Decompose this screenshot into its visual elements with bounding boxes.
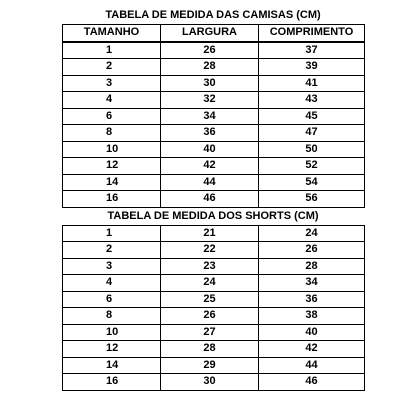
shirts-table-title: TABELA DE MEDIDA DAS CAMISAS (CM) bbox=[105, 9, 321, 21]
size-cell: 10 bbox=[63, 141, 161, 158]
size-cell: 4 bbox=[63, 92, 161, 109]
size-cell: 6 bbox=[63, 108, 161, 125]
length-cell: 37 bbox=[259, 42, 365, 59]
size-cell: 8 bbox=[63, 125, 161, 142]
width-cell: 25 bbox=[161, 291, 259, 308]
size-cell: 12 bbox=[63, 341, 161, 358]
width-cell: 29 bbox=[161, 357, 259, 374]
header-width: LARGURA bbox=[161, 25, 259, 42]
length-cell: 38 bbox=[259, 308, 365, 325]
table-row bbox=[63, 158, 365, 175]
table-row bbox=[63, 191, 365, 208]
width-cell: 22 bbox=[161, 242, 259, 259]
shirts-size-table bbox=[62, 24, 365, 208]
length-cell: 52 bbox=[259, 158, 365, 175]
size-cell: 2 bbox=[63, 59, 161, 76]
table-row bbox=[63, 141, 365, 158]
width-cell: 26 bbox=[161, 42, 259, 59]
length-cell: 36 bbox=[259, 291, 365, 308]
size-cell: 10 bbox=[63, 324, 161, 341]
table-row bbox=[63, 59, 365, 76]
width-cell: 27 bbox=[161, 324, 259, 341]
header-length: COMPRIMENTO bbox=[259, 25, 365, 42]
length-cell: 28 bbox=[259, 258, 365, 275]
length-cell: 50 bbox=[259, 141, 365, 158]
size-cell: 12 bbox=[63, 158, 161, 175]
size-cell: 14 bbox=[63, 357, 161, 374]
size-cell: 6 bbox=[63, 291, 161, 308]
width-cell: 26 bbox=[161, 308, 259, 325]
size-cell: 16 bbox=[63, 191, 161, 208]
length-cell: 43 bbox=[259, 92, 365, 109]
table-row bbox=[63, 324, 365, 341]
width-cell: 46 bbox=[161, 191, 259, 208]
width-cell: 24 bbox=[161, 275, 259, 292]
shorts-table-body bbox=[63, 225, 365, 390]
table-row bbox=[63, 108, 365, 125]
table-row bbox=[63, 242, 365, 259]
table-row bbox=[63, 42, 365, 59]
width-cell: 42 bbox=[161, 158, 259, 175]
width-cell: 36 bbox=[161, 125, 259, 142]
table-row bbox=[63, 225, 365, 242]
size-cell: 2 bbox=[63, 242, 161, 259]
length-cell: 56 bbox=[259, 191, 365, 208]
length-cell: 46 bbox=[259, 374, 365, 391]
table-row bbox=[63, 174, 365, 191]
length-cell: 34 bbox=[259, 275, 365, 292]
table-row bbox=[63, 125, 365, 142]
length-cell: 41 bbox=[259, 75, 365, 92]
size-cell: 14 bbox=[63, 174, 161, 191]
size-cell: 3 bbox=[63, 258, 161, 275]
shorts-table-title: TABELA DE MEDIDA DOS SHORTS (CM) bbox=[107, 209, 319, 222]
table-row bbox=[63, 308, 365, 325]
width-cell: 30 bbox=[161, 75, 259, 92]
size-chart bbox=[62, 7, 364, 391]
table-row bbox=[63, 357, 365, 374]
table-row bbox=[63, 275, 365, 292]
width-cell: 34 bbox=[161, 108, 259, 125]
shirts-header-row bbox=[63, 25, 365, 42]
width-cell: 30 bbox=[161, 374, 259, 391]
width-cell: 23 bbox=[161, 258, 259, 275]
size-cell: 4 bbox=[63, 275, 161, 292]
width-cell: 44 bbox=[161, 174, 259, 191]
length-cell: 45 bbox=[259, 108, 365, 125]
length-cell: 44 bbox=[259, 357, 365, 374]
length-cell: 54 bbox=[259, 174, 365, 191]
shirts-table-body bbox=[63, 42, 365, 208]
table-row bbox=[63, 92, 365, 109]
table-row bbox=[63, 75, 365, 92]
width-cell: 32 bbox=[161, 92, 259, 109]
size-cell: 1 bbox=[63, 42, 161, 59]
length-cell: 24 bbox=[259, 225, 365, 242]
length-cell: 26 bbox=[259, 242, 365, 259]
table-row bbox=[63, 341, 365, 358]
length-cell: 40 bbox=[259, 324, 365, 341]
size-cell: 1 bbox=[63, 225, 161, 242]
table-row bbox=[63, 258, 365, 275]
size-cell: 3 bbox=[63, 75, 161, 92]
table-row bbox=[63, 291, 365, 308]
header-size: TAMANHO bbox=[63, 25, 161, 42]
length-cell: 42 bbox=[259, 341, 365, 358]
size-cell: 8 bbox=[63, 308, 161, 325]
size-cell: 16 bbox=[63, 374, 161, 391]
length-cell: 39 bbox=[259, 59, 365, 76]
width-cell: 40 bbox=[161, 141, 259, 158]
length-cell: 47 bbox=[259, 125, 365, 142]
width-cell: 28 bbox=[161, 59, 259, 76]
table-row bbox=[63, 374, 365, 391]
width-cell: 21 bbox=[161, 225, 259, 242]
width-cell: 28 bbox=[161, 341, 259, 358]
shorts-size-table bbox=[62, 225, 365, 391]
